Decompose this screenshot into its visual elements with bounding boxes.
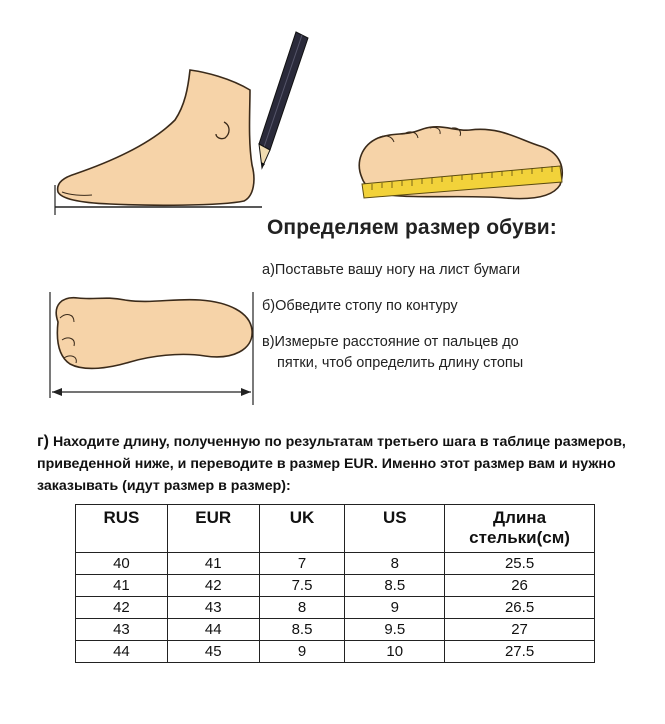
cell-rus: 40 <box>76 553 168 575</box>
cell-insole-length: 27 <box>445 619 595 641</box>
table-row <box>76 575 595 597</box>
table-row <box>76 597 595 619</box>
step-c-text-line2: пятки, чтоб определить длину стопы <box>277 355 524 371</box>
cell-eur: 45 <box>167 641 259 663</box>
foot-with-tape-illustration <box>359 127 562 199</box>
cell-insole-length: 26.5 <box>445 597 595 619</box>
cell-rus: 43 <box>76 619 168 641</box>
cell-eur: 42 <box>167 575 259 597</box>
table-row <box>76 641 595 663</box>
sole-outline-illustration <box>50 292 253 405</box>
step-g-letter: г) <box>37 433 49 450</box>
header-uk: UK <box>259 505 345 553</box>
page-heading: Определяем размер обуви: <box>267 216 557 239</box>
step-g-text: Находите длину, полученную по результатам третьего шага в таблице размеров, приведенной ниже, и переводите в размер EUR. Именно этот размер вам и нужно заказывать (идут размер в размер): <box>37 434 626 494</box>
cell-uk: 9 <box>259 641 345 663</box>
step-b-text: б)Обведите стопу по контуру <box>262 298 458 314</box>
step-g-instructions <box>37 431 637 497</box>
header-eur: EUR <box>167 505 259 553</box>
table-row <box>76 553 595 575</box>
header-us: US <box>345 505 445 553</box>
cell-insole-length: 27.5 <box>445 641 595 663</box>
cell-us: 9 <box>345 597 445 619</box>
cell-insole-length: 26 <box>445 575 595 597</box>
cell-us: 8 <box>345 553 445 575</box>
step-a-text: а)Поставьте вашу ногу на лист бумаги <box>262 262 521 278</box>
table-row <box>76 619 595 641</box>
cell-us: 10 <box>345 641 445 663</box>
cell-us: 9.5 <box>345 619 445 641</box>
cell-insole-length: 25.5 <box>445 553 595 575</box>
cell-us: 8.5 <box>345 575 445 597</box>
cell-uk: 7.5 <box>259 575 345 597</box>
step-c-text-line1: в)Измерьте расстояние от пальцев до <box>262 334 519 350</box>
cell-eur: 41 <box>167 553 259 575</box>
cell-eur: 44 <box>167 619 259 641</box>
header-insole-length: Длина стельки(см) <box>445 505 595 553</box>
side-foot-illustration <box>55 70 262 215</box>
size-conversion-table <box>75 504 595 663</box>
cell-rus: 42 <box>76 597 168 619</box>
pencil-icon <box>259 32 308 168</box>
table-header-row <box>76 505 595 553</box>
cell-rus: 44 <box>76 641 168 663</box>
header-rus: RUS <box>76 505 168 553</box>
cell-eur: 43 <box>167 597 259 619</box>
cell-rus: 41 <box>76 575 168 597</box>
cell-uk: 7 <box>259 553 345 575</box>
cell-uk: 8 <box>259 597 345 619</box>
cell-uk: 8.5 <box>259 619 345 641</box>
